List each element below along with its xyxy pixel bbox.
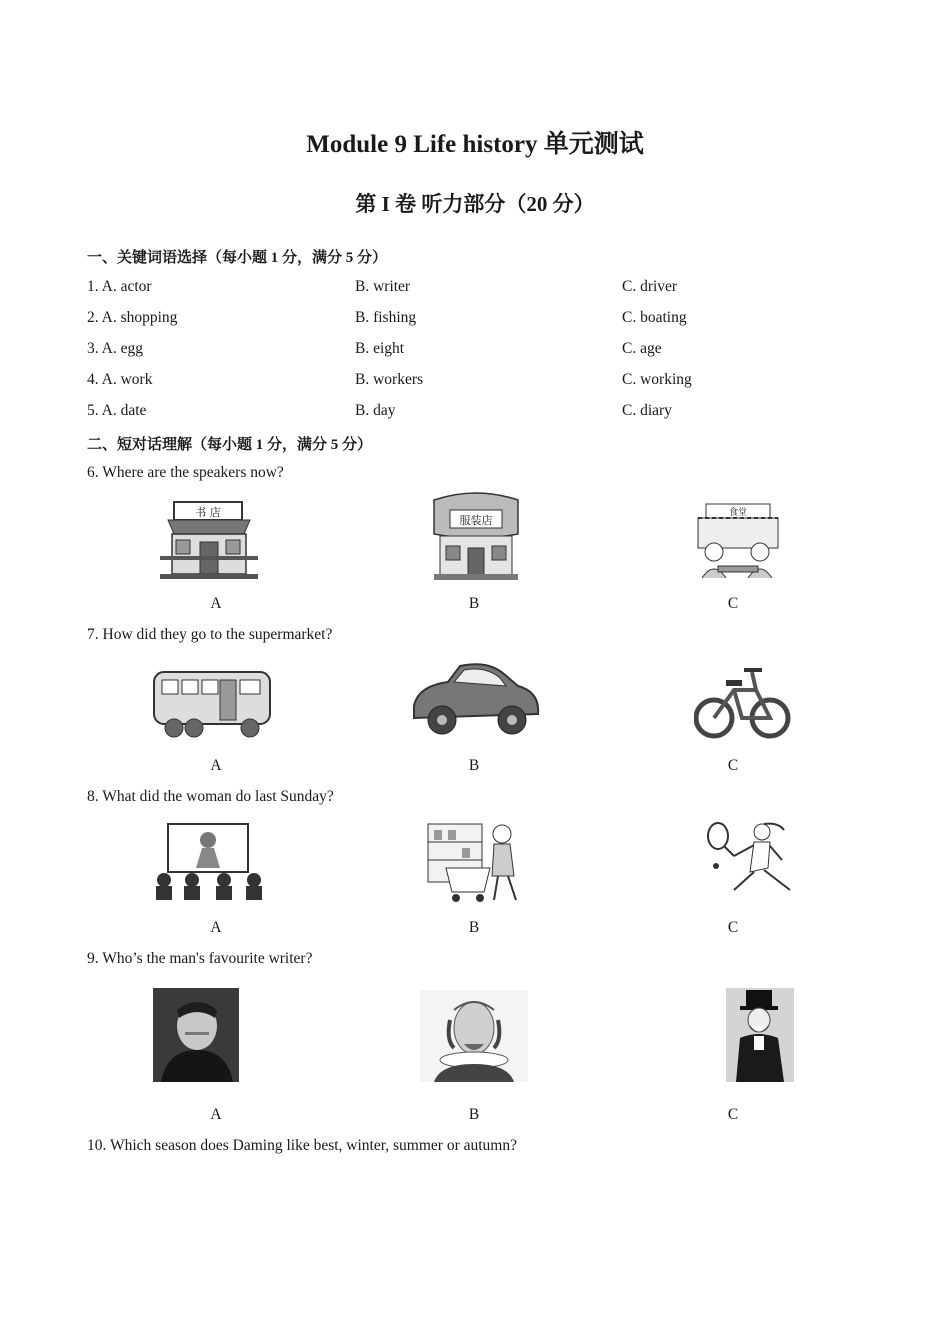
shopping-image <box>426 820 526 904</box>
option-a: 3. A. egg <box>87 340 143 357</box>
question-10: 10. Which season does Daming like best, winter, summer or autumn? <box>87 1137 517 1154</box>
option-label-c: C <box>727 757 739 774</box>
writer-a-photo <box>153 988 239 1082</box>
bus-image <box>150 666 276 742</box>
option-b: B. day <box>355 402 396 419</box>
option-c: C. driver <box>622 278 678 295</box>
option-a: 1. A. actor <box>87 278 152 295</box>
option-a: 5. A. date <box>87 402 147 419</box>
option-label-b: B <box>468 757 480 774</box>
bookstore-image <box>160 498 258 580</box>
section-heading-part2: 二、短对话理解（每小题 1 分，满分 5 分） <box>87 437 373 453</box>
option-label-b: B <box>468 595 480 612</box>
list-item <box>87 371 887 391</box>
cinema-image <box>150 822 268 902</box>
option-b: B. workers <box>355 371 424 388</box>
question-8: 8. What did the woman do last Sunday? <box>87 788 334 805</box>
option-c: C. boating <box>622 309 687 326</box>
list-item <box>87 278 887 298</box>
bicycle-image <box>694 660 792 744</box>
option-label-b: B <box>468 1106 480 1123</box>
tennis-player-image <box>704 820 798 904</box>
list-item <box>87 309 887 329</box>
option-label-c: C <box>727 1106 739 1123</box>
question-6: 6. Where are the speakers now? <box>87 464 284 481</box>
question-7: 7. How did they go to the supermarket? <box>87 626 333 643</box>
option-b: B. eight <box>355 340 405 357</box>
clothing-store-image <box>430 490 522 582</box>
svg-text:食堂: 食堂 <box>728 508 748 518</box>
option-label-b: B <box>468 919 480 936</box>
option-b: B. writer <box>355 278 411 295</box>
option-a: 4. A. work <box>87 371 153 388</box>
canteen-image <box>688 502 788 582</box>
option-label-c: C <box>727 919 739 936</box>
car-image <box>408 660 544 742</box>
option-label-a: A <box>210 757 222 774</box>
page-subtitle: 第 I 卷 听力部分（20 分） <box>355 192 595 216</box>
question-9: 9. Who’s the man's favourite writer? <box>87 950 313 967</box>
option-c: C. age <box>622 340 662 357</box>
list-item <box>87 340 887 360</box>
writer-c-photo <box>726 988 794 1082</box>
svg-text:服装店: 服装店 <box>459 514 493 527</box>
option-b: B. fishing <box>355 309 417 326</box>
option-label-a: A <box>210 1106 222 1123</box>
writer-b-portrait <box>420 990 528 1082</box>
list-item <box>87 402 887 422</box>
option-label-a: A <box>210 595 222 612</box>
option-c: C. working <box>622 371 692 388</box>
option-a: 2. A. shopping <box>87 309 178 326</box>
page-title: Module 9 Life history 单元测试 <box>306 131 644 158</box>
option-label-a: A <box>210 919 222 936</box>
option-c: C. diary <box>622 402 672 419</box>
svg-text:书 店: 书 店 <box>195 506 221 519</box>
section-heading-part1: 一、关键词语选择（每小题 1 分，满分 5 分） <box>87 250 388 266</box>
option-label-c: C <box>727 595 739 612</box>
